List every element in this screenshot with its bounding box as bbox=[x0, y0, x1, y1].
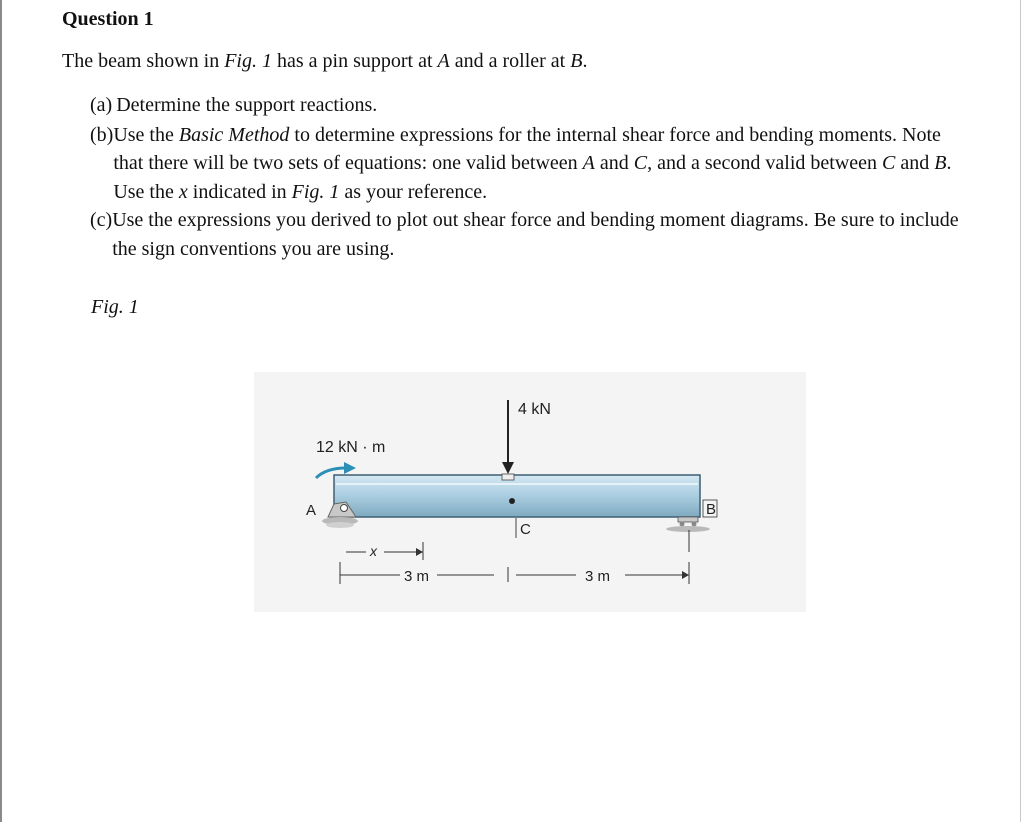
x-label: x bbox=[370, 543, 377, 559]
part-b bbox=[90, 121, 970, 207]
point-c-marker bbox=[509, 498, 515, 504]
span-2-label: 3 m bbox=[585, 568, 611, 585]
part-c-text: Use the expressions you derived to plot out shear force and bending moment diagrams. Be sure to include the sign conventions you are using. bbox=[112, 209, 959, 260]
part-b-label: (b) bbox=[90, 123, 114, 146]
span-1-label: 3 m bbox=[404, 568, 430, 585]
part-b-text: Use the Basic Method to determine expressions for the internal shear force and bending moments. Note that there will be two sets of equations: one valid between A and C, and a second valid between C and B. Use the x indicated in Fig. 1 as your reference. bbox=[113, 123, 952, 203]
question-intro: The beam shown in Fig. 1 has a pin support at A and a roller at B. bbox=[62, 50, 588, 72]
label-a: A bbox=[306, 502, 317, 519]
page-left-border bbox=[0, 0, 2, 822]
figure-caption: Fig. 1 bbox=[91, 296, 139, 318]
beam-figure bbox=[254, 372, 806, 612]
part-a-label: (a) bbox=[90, 94, 113, 116]
question-title: Question 1 bbox=[62, 8, 154, 30]
question-parts bbox=[90, 91, 970, 263]
point-load-label: 4 kN bbox=[518, 401, 551, 418]
part-c-label: (c) bbox=[90, 209, 113, 231]
label-b: B bbox=[706, 501, 717, 518]
moment-label: 12 kN · m bbox=[316, 439, 386, 456]
part-a bbox=[90, 91, 970, 120]
label-c: C bbox=[520, 521, 531, 538]
part-c bbox=[90, 206, 970, 263]
part-a-text: Determine the support reactions. bbox=[116, 94, 378, 116]
beam bbox=[334, 475, 700, 517]
